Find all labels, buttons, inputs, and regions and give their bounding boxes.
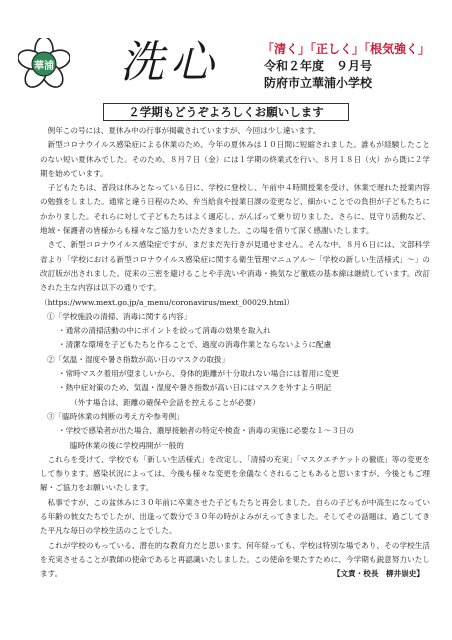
headline-box (103, 103, 349, 121)
paragraph: 子どもたちは、普段は休みとなっている日に、学校に登校し、午前中４時間授業を受け、休業で遅れた授業内容の勉強をしました。通常と違う日程のため、弁当給食や授業日課の変更など、細かいことでの負担が子どもたちにかかりました。それらに対して子どもたちはよく適応し、がんばって乗り切りました。さらに、見守り活動など、地域・保護者の皆様からも様々なご協力をいただきました。この場を借りて深く感謝いたします。 (40, 183, 430, 236)
newsletter-title: 洗心 (120, 37, 220, 88)
list-item: ・学校で感染者が出た場合、濃厚接触者の特定や検査・消毒の実施に必要な１～３日の (58, 426, 355, 436)
list-item: ・清潔な環境を子どもたちと作ることで、過度の消毒作業とならないように配慮 (58, 340, 332, 350)
paragraph: これが学校のもっている、潜在的な教育力だと思います。何年経っても、学校は特別な場であり、その学校生活を充実させることが教師の使命であると再認識いたしました。この使命を果たすために、今学期も鋭意努力いたします。 【文責・校長 柳井崇史】 (40, 539, 430, 582)
reference-url: （https://www.mext.go.jp/a_menu/coronavirus/mext_00029.html） (40, 297, 295, 307)
list-item: ②「気温・湿度や暑さ指数が高い日のマスクの取扱」 (47, 354, 230, 364)
school-motto: 「清く」「正しく」「根気強く」 (262, 42, 431, 56)
masthead (0, 0, 452, 96)
paragraph: 例年この号には、夏休み中の行事が掲載されていますが、今回は少し違います。 (47, 126, 321, 135)
article-body (40, 124, 430, 582)
issue-date: 令和２年度 ９月号 (264, 59, 373, 73)
paragraph: さて、新型コロナウイルス感染症ですが、まだまだ先行きが見通せません。そんな中、８月６日には、文部科学省より「学校における新型コロナウイルス感染症に関する衛生管理マニュアル～「学校の新しい生活様式」～」の改訂版が出されました。従来の三密を避けることや手洗いや消毒・換気など徹底の基本線は継続しています。改訂された主な内容は以下の通りです。 (40, 240, 430, 293)
paragraph: 新型コロナウイルス感染症による休業のため、今年の夏休みは１０日間に短縮されました。誰もが経験したことのない短い夏休みでした。そのため、８月７日（金）には１学期の終業式を行い、８月１８日（火）から既に２学期を始めています。 (40, 140, 430, 178)
school-name: 防府市立華浦小学校 (264, 76, 373, 90)
signature: 【文責・校長 柳井崇史】 (332, 569, 424, 579)
list-item: ・熱中症対策のため、気温・湿度や暑さ指数が高い日にはマスクを外すよう明記 (58, 383, 332, 393)
list-item: ①「学校施設の清掃、消毒に関する内容」 (47, 311, 192, 321)
paragraph: これらを受けて、学校でも「新しい生活様式」を改定し、「清掃の充実」「マスクエチケットの徹底」等の変更をして参ります。感染状況によっては、今後も様々な変更を余儀なくされることもあると思いますが、今後ともご理解・ご協力をお願いいたします。 (40, 454, 430, 493)
paragraph: 私事ですが、この盆休みに３０年前に卒業させた子どもたちと再会しました。自らの子どもが中高生になっている年齢の彼女たちでしたが、出逢って数分で３０年の時がよみがえってきました。そしてその話題は、過ごしてきた平凡な毎日の学校生活のことでした。 (40, 497, 430, 536)
school-emblem-icon (18, 38, 70, 90)
headline: ２学期もどうぞよろしくお願いします (128, 105, 324, 119)
list-item: ・通常の清掃活動の中にポイントを絞って消毒の効果を取入れ (58, 326, 271, 336)
list-item: ・常時マスク着用が望ましいから、身体的距離が十分取れない場合には着用に変更 (58, 369, 339, 379)
emblem-text: 華浦 (34, 61, 54, 72)
list-item: ③「臨時休業の判断の考え方や参考例」 (47, 411, 184, 421)
list-item: 臨時休業の後に学校再開が一般的 (70, 440, 184, 450)
list-item: （外す場合は、距離の確保や会話を控えることが必要） (70, 397, 260, 407)
